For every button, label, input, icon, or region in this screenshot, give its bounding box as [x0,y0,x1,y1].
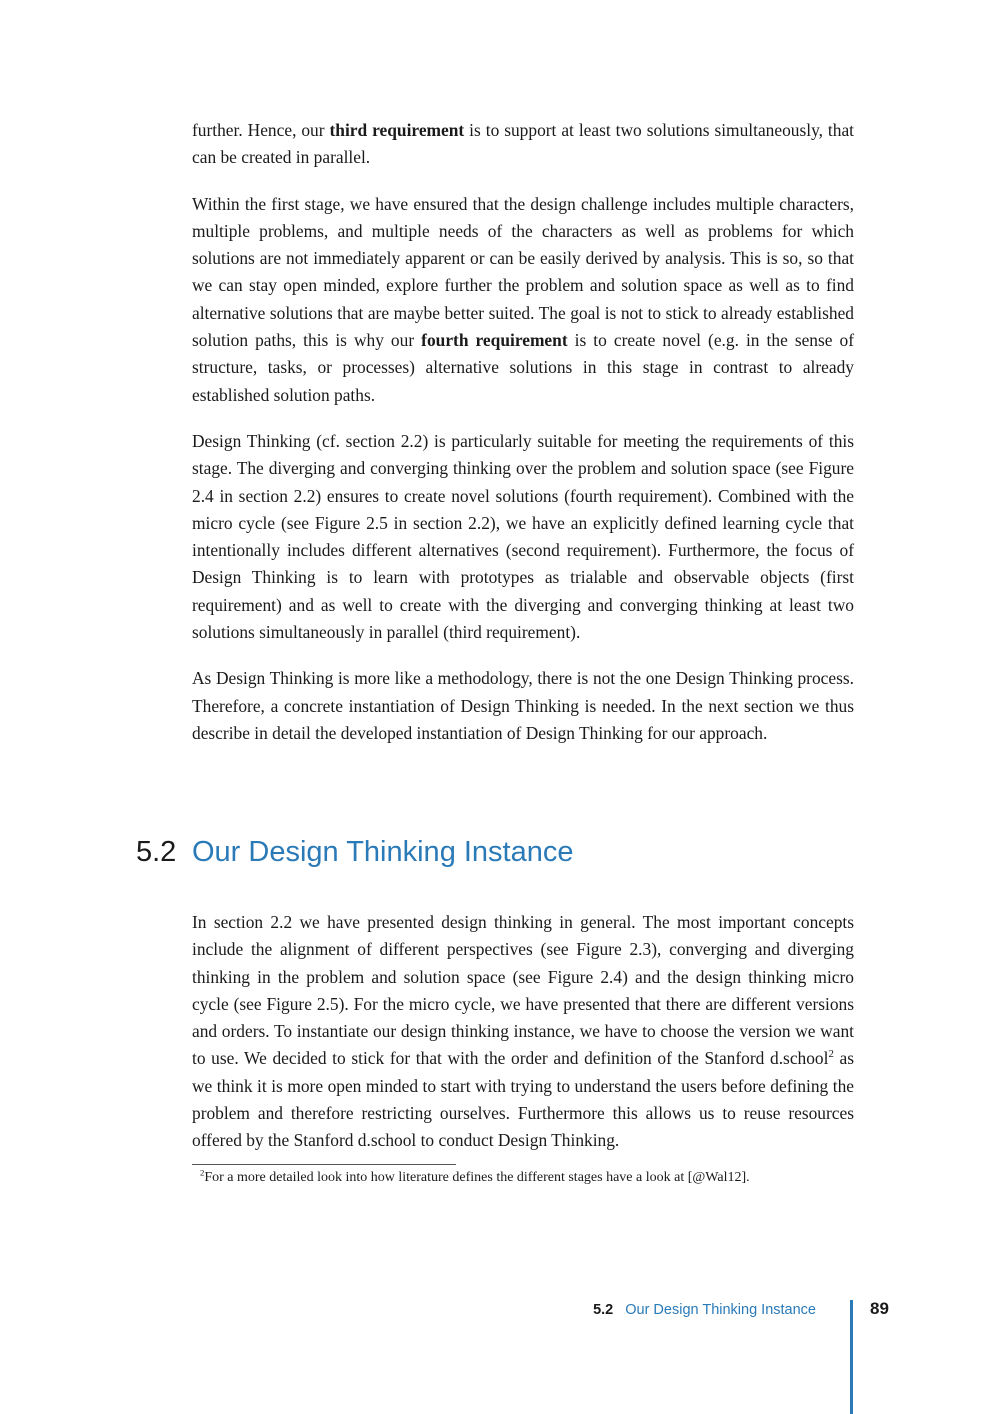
page-number: 89 [870,1299,889,1318]
paragraph-1-text-a: further. Hence, our [192,120,330,140]
paragraph-4: As Design Thinking is more like a methodology, there is not the one Design Thinking process. Therefore, a concrete instantiation of Design Thinking is needed. In the next section we thus describe in detail the developed instantiation of Design Thinking for our approach. [192,668,854,743]
footnote-text: For a more detailed look into how literature defines the different stages have a look at [@Wal12]. [204,1170,750,1185]
footer-section-number: 5.2 [593,1302,614,1318]
paragraph-1 [192,117,854,172]
footnote-divider [192,1164,456,1165]
footnote-mark: 2 [200,1167,205,1178]
footer-vertical-rule [850,1300,853,1414]
running-footer [593,1300,816,1320]
footer-section-title: Our Design Thinking Instance [625,1302,816,1318]
paragraph-1-text-b: is to support at least two solutions simultaneously, that can be created in parallel. [192,120,855,168]
footnote [200,1168,880,1188]
paragraph-3: Design Thinking (cf. section 2.2) is particularly suitable for meeting the requirements of this stage. The diverging and converging thinking over the problem and solution space (see Figure 2.4 in section 2.2) ensures to create novel solutions (fourth requirement). Combined with the micro cycle (see Figure 2.5 in section 2.2), we have an explicitly defined learning cycle that intentionally includes different alternatives (second requirement). Furthermore, the focus of Design Thinking is to learn with prototypes as trialable and observable objects (first requirement) and as well to create with the diverging and converging thinking at least two solutions simultaneously in parallel (third requirement). [192,430,854,643]
section-title: Our Design Thinking Instance [192,836,574,868]
section-heading [136,832,896,872]
body-text-block-1 [192,117,854,766]
third-requirement-bold: third requirement [329,120,465,140]
paragraph-5 [192,909,854,1155]
body-text-block-2 [192,909,854,1174]
paragraph-2 [192,191,854,409]
paragraph-5-text-a: In section 2.2 we have presented design thinking in general. The most important concepts include the alignment of different perspectives (see Figure 2.3), converging and diverging thinking in the problem and solution space (see Figure 2.4) and the design thinking micro cycle (see Figure 2.5). For the micro cycle, we have presented that there are different versions and orders. To instantiate our design thinking instance, we have to choose the version we want to use. We decided to stick for that with the order and definition of the Stanford d.school [192,912,854,1069]
paragraph-2-text-b: is to create novel (e.g. in the sense of structure, tasks, or processes) alternative solutions in this stage in contrast to already established solution paths. [192,330,855,405]
paragraph-5-text-b: as we think it is more open minded to start with trying to understand the users before defining the problem and therefore restricting ourselves. Furthermore this allows us to reuse resources offered by the Stanford d.school to conduct Design Thinking. [192,1048,855,1151]
section-number: 5.2 [136,836,177,868]
fourth-requirement-bold: fourth requirement [421,330,568,351]
footnote-reference[interactable]: 2 [828,1048,834,1061]
paragraph-2-text-a: Within the first stage, we have ensured that the design challenge includes multiple characters, multiple problems, and multiple needs of the characters as well as problems for which solutions are not immediately apparent or can be easily derived by analysis. This is so, so that we can stay open minded, explore further the problem and solution space as well as to find alternative solutions that are maybe better suited. The goal is not to stick to already established solution paths, this is why our [192,193,854,351]
